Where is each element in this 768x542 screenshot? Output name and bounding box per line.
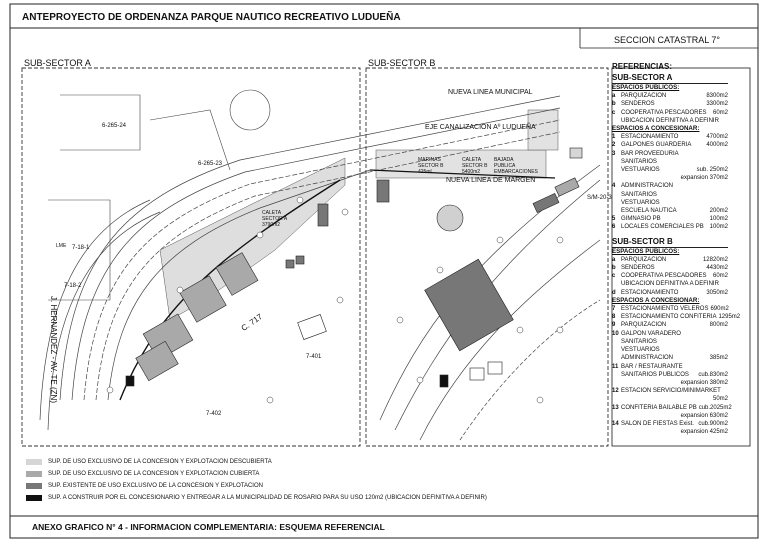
reference-item-text: SENDEROS bbox=[621, 265, 655, 272]
label-nueva-linea-municipal: NUEVA LINEA MUNICIPAL bbox=[448, 89, 533, 96]
label-eje-canalizacion: EJE CANALIZACION Aº LUDUEÑA bbox=[425, 124, 536, 131]
reference-item-key bbox=[612, 412, 621, 420]
reference-item-key: 6 bbox=[612, 224, 616, 231]
legend-swatch bbox=[26, 495, 42, 501]
legend-item bbox=[26, 480, 487, 492]
reference-item bbox=[612, 109, 728, 117]
reference-item-key: 5 bbox=[612, 216, 616, 223]
label-caleta-b: CALETA SECTOR B 5400m2 bbox=[462, 157, 488, 175]
reference-item-text: SALON DE FIESTAS Exist. bbox=[621, 420, 694, 427]
reference-item bbox=[612, 166, 728, 174]
reference-item-text: ESTACIONAMIENTO bbox=[621, 134, 679, 141]
block-3 bbox=[318, 204, 328, 226]
reference-item-value: cub.2025m2 bbox=[698, 404, 732, 411]
reference-item-value: 8300m2 bbox=[706, 93, 728, 100]
legend-text: SUP. A CONSTRUIR POR EL CONCESIONARIO Y ENTREGAR A LA MUNICIPALIDAD DE ROSARIO PARA SU USO 120m2 (UBICACION DEFINITIVA A DEFINIR) bbox=[48, 495, 487, 501]
reference-item bbox=[612, 428, 728, 436]
reference-item-text: GALPONES GUARDERIA bbox=[621, 142, 692, 149]
reference-item bbox=[612, 387, 728, 395]
reference-item-key: c bbox=[612, 273, 616, 280]
reference-item-value bbox=[726, 330, 728, 338]
reference-item-key: a bbox=[612, 256, 616, 263]
seccion-catastral: SECCION CATASTRAL 7° bbox=[614, 35, 720, 45]
reference-item-text: ESTACIONAMIENTO VELEROS bbox=[621, 306, 709, 313]
sector-a-list bbox=[612, 84, 728, 232]
reference-item-key: 3 bbox=[612, 150, 616, 157]
reference-item-text bbox=[621, 379, 679, 387]
reference-item-key: c bbox=[612, 109, 616, 116]
legend-item bbox=[26, 492, 487, 504]
reference-item-text bbox=[621, 395, 711, 403]
label-parcel-7-18-2: 7-18-2 bbox=[64, 283, 82, 289]
reference-item bbox=[612, 289, 728, 297]
reference-item-text: GIMNASIO PB bbox=[621, 216, 661, 223]
reference-item bbox=[612, 420, 728, 428]
reference-item-text: UBICACION DEFINITIVA A DEFINIR bbox=[621, 281, 719, 288]
label-parcel-7-402: 7-402 bbox=[206, 411, 222, 417]
reference-item-text: SENDEROS bbox=[621, 101, 655, 108]
reference-item-key: b bbox=[612, 101, 616, 108]
reference-item-key: 1 bbox=[612, 134, 616, 141]
reference-item-value bbox=[726, 199, 728, 207]
block-12 bbox=[570, 148, 582, 158]
reference-item-value: 200m2 bbox=[709, 208, 728, 215]
sector-a-heading: SUB-SECTOR A bbox=[612, 72, 728, 84]
reference-item-value: sub. 250m2 bbox=[696, 167, 728, 174]
small-building-1 bbox=[470, 368, 484, 380]
reference-item-value: expansion 370m2 bbox=[680, 175, 728, 182]
block-4 bbox=[286, 260, 294, 268]
footer-caption: ANEXO GRAFICO N° 4 - INFORMACION COMPLEMENTARIA: ESQUEMA REFERENCIAL bbox=[32, 522, 385, 532]
reference-item-value: 1295m2 bbox=[718, 314, 741, 321]
reference-item bbox=[612, 404, 732, 412]
reference-item-value: 60m2 bbox=[712, 273, 728, 280]
reference-item-key: 13 bbox=[612, 404, 619, 411]
reference-item-text: UBICACION DEFINITIVA A DEFINIR bbox=[621, 117, 719, 124]
legend-item bbox=[26, 456, 487, 468]
reference-item-text: COOPERATIVA PESCADORES bbox=[621, 273, 707, 280]
reference-item-text: PARQUIZACION bbox=[621, 322, 667, 329]
reference-item bbox=[612, 182, 728, 190]
reference-item-value bbox=[726, 117, 728, 125]
reference-item-text: ADMINISTRACION bbox=[621, 355, 674, 362]
label-c-717: C. 717 bbox=[239, 312, 265, 333]
reference-item bbox=[612, 117, 728, 125]
reference-item bbox=[612, 354, 728, 362]
small-building-2 bbox=[488, 362, 502, 374]
reference-item-value bbox=[726, 182, 728, 190]
reference-item-text bbox=[621, 174, 679, 182]
reference-item-value: 690m2 bbox=[710, 306, 729, 313]
label-lme: LME bbox=[56, 243, 67, 249]
reference-item-text bbox=[621, 412, 679, 420]
label-parcel-7-401: 7-401 bbox=[306, 354, 322, 360]
reference-item-text: SANITARIOS bbox=[621, 158, 657, 165]
legend-item bbox=[26, 468, 487, 480]
reference-item-key: 14 bbox=[612, 420, 619, 427]
reference-item-value bbox=[726, 387, 728, 395]
reference-item bbox=[612, 363, 728, 371]
reference-item-text bbox=[621, 428, 679, 436]
reference-item bbox=[612, 412, 728, 420]
reference-item-value bbox=[726, 338, 728, 346]
reference-item-value bbox=[726, 363, 728, 371]
page-title: ANTEPROYECTO DE ORDENANZA PARQUE NAUTICO RECREATIVO LUDUEÑA bbox=[22, 12, 401, 23]
reference-item-key bbox=[612, 117, 621, 125]
reference-item bbox=[612, 395, 728, 403]
reference-item bbox=[612, 191, 728, 199]
reference-item-text: PARQUIZACION bbox=[621, 256, 667, 263]
reference-item bbox=[612, 174, 728, 182]
reference-item-key bbox=[612, 379, 621, 387]
reference-item-text: BAR / RESTAURANTE bbox=[621, 363, 683, 370]
block-11-b bbox=[555, 178, 579, 196]
reference-item-value: cub.900m2 bbox=[698, 420, 728, 427]
reference-item-key: 12 bbox=[612, 388, 619, 395]
block-black-b bbox=[440, 375, 448, 387]
block-10 bbox=[377, 180, 389, 202]
block-11-a bbox=[533, 193, 559, 212]
reference-item-text: BAR PROVEEDURIA bbox=[621, 150, 679, 157]
reference-item-key: d bbox=[612, 289, 616, 296]
road-curves bbox=[40, 96, 600, 440]
legend-text: SUP. DE USO EXCLUSIVO DE LA CONCESION Y EXPLOTACION CUBIERTA bbox=[48, 471, 260, 477]
reference-item-key bbox=[612, 207, 621, 215]
reference-item bbox=[612, 305, 728, 313]
reference-item bbox=[612, 321, 728, 329]
reference-item-text: ADMINISTRACION bbox=[621, 183, 674, 190]
reference-item bbox=[612, 346, 728, 354]
reference-item-value: expansion 380m2 bbox=[680, 379, 728, 386]
reference-group-heading: ESPACIOS A CONCESIONAR: bbox=[612, 296, 700, 304]
reference-item bbox=[612, 199, 728, 207]
reference-item-text: GALPON VARADERO bbox=[621, 330, 681, 337]
reference-item-text: ESTACIONAMIENTO CONFITERIA bbox=[621, 314, 717, 321]
label-parcel-6-265-24: 6-265-24 bbox=[102, 123, 127, 129]
reference-item-text: ESTACION SERVICIO/MINIMARKET bbox=[621, 388, 721, 395]
reference-item bbox=[612, 133, 728, 141]
reference-item-key: 7 bbox=[612, 306, 616, 313]
reference-item-text: VESTUARIOS bbox=[621, 199, 660, 206]
reference-item-key: 4 bbox=[612, 183, 616, 190]
sector-b-list bbox=[612, 247, 741, 437]
reference-item-key: 2 bbox=[612, 142, 616, 149]
reference-item bbox=[612, 223, 728, 231]
reference-item-text: COOPERATIVA PESCADORES bbox=[621, 109, 707, 116]
reference-item bbox=[612, 215, 728, 223]
reference-item-text: SANITARIOS bbox=[621, 191, 657, 198]
reference-item-key bbox=[612, 280, 621, 288]
reference-item-text: ESCUELA NAUTICA bbox=[621, 208, 677, 215]
block-black-a bbox=[126, 376, 134, 386]
legend-swatch bbox=[26, 471, 42, 477]
reference-item-value: 385m2 bbox=[709, 355, 728, 362]
reference-item-value: expansion 425m2 bbox=[680, 429, 728, 436]
reference-item bbox=[612, 141, 728, 149]
block-14 bbox=[437, 205, 463, 231]
reference-item-text: SANITARIOS PUBLICOS bbox=[621, 371, 689, 378]
reference-item bbox=[612, 338, 728, 346]
reference-item-value: 50m2 bbox=[712, 396, 728, 403]
references-panel bbox=[612, 62, 741, 436]
label-parcel-7-18-1: 7-18-1 bbox=[72, 245, 90, 251]
reference-item bbox=[612, 379, 728, 387]
reference-item-key: 8 bbox=[612, 314, 616, 321]
reference-item-key bbox=[612, 354, 621, 362]
reference-item-key bbox=[612, 191, 621, 199]
reference-item-text: CONFITERIA BAILABLE PB bbox=[621, 404, 697, 411]
reference-item bbox=[612, 207, 728, 215]
reference-item-value: 3300m2 bbox=[706, 101, 728, 108]
reference-item bbox=[612, 92, 728, 100]
reference-item-key bbox=[612, 395, 621, 403]
reference-item-value: 60m2 bbox=[712, 109, 728, 116]
reference-item-key: 10 bbox=[612, 330, 619, 337]
reference-item-value bbox=[726, 191, 728, 199]
reference-item-value: 3050m2 bbox=[706, 289, 728, 296]
reference-item-value: 100m2 bbox=[709, 216, 728, 223]
reference-item-value: 4000m2 bbox=[706, 142, 728, 149]
reference-item-key: a bbox=[612, 93, 616, 100]
reference-group-heading: ESPACIOS PUBLICOS: bbox=[612, 247, 680, 255]
subsector-b-label: SUB-SECTOR B bbox=[368, 58, 436, 68]
reference-item-key bbox=[612, 166, 621, 174]
building-outline-7-401 bbox=[298, 314, 327, 339]
reference-item-key bbox=[612, 199, 621, 207]
reference-item-text: LOCALES COMERCIALES PB bbox=[621, 224, 704, 231]
legend-swatch bbox=[26, 459, 42, 465]
reference-item-value: 800m2 bbox=[709, 322, 728, 329]
reference-group-heading: ESPACIOS PUBLICOS: bbox=[612, 84, 680, 91]
reference-item-text: PARQUIZACION bbox=[621, 93, 667, 100]
reference-item-value: 12820m2 bbox=[702, 256, 728, 263]
reference-item-value bbox=[726, 346, 728, 354]
label-avenue: J. HERNANDEZ - AV. TE (ZN) bbox=[48, 296, 58, 403]
reference-item bbox=[612, 150, 728, 158]
reference-item-key bbox=[612, 338, 621, 346]
reference-item-value bbox=[726, 158, 728, 166]
reference-item-value: expansion 630m2 bbox=[680, 412, 728, 419]
reference-item-key: 11 bbox=[612, 363, 619, 370]
reference-item-key: b bbox=[612, 265, 616, 272]
reference-item bbox=[612, 158, 728, 166]
reference-item bbox=[612, 371, 728, 379]
reference-item-text: VESTUARIOS bbox=[621, 347, 660, 354]
reference-item-text: SANITARIOS bbox=[621, 338, 657, 345]
legend bbox=[26, 456, 487, 504]
reference-item-value: cub.830m2 bbox=[698, 371, 728, 378]
label-nueva-linea-margen: NUEVA LINEA DE MARGEN bbox=[446, 177, 536, 184]
reference-item-value bbox=[726, 280, 728, 288]
legend-swatch bbox=[26, 483, 42, 489]
reference-item-text: ESTACIONAMIENTO bbox=[621, 289, 679, 296]
reference-item bbox=[612, 330, 728, 338]
reference-item bbox=[612, 272, 728, 280]
reference-item-key bbox=[612, 346, 621, 354]
label-caleta-a: CALETA SECTOR A 3790m2 bbox=[262, 210, 287, 228]
legend-text: SUP. EXISTENTE DE USO EXCLUSIVO DE LA CONCESION Y EXPLOTACION bbox=[48, 483, 263, 489]
block-13 bbox=[425, 259, 514, 351]
label-parcel-6-265-23: 6-265-23 bbox=[198, 161, 223, 167]
reference-item-key bbox=[612, 428, 621, 436]
legend-text: SUP. DE USO EXCLUSIVO DE LA CONCESION Y EXPLOTACION DESCUBIERTA bbox=[48, 459, 272, 465]
reference-item-key bbox=[612, 371, 621, 379]
reference-item bbox=[612, 264, 728, 272]
reference-item bbox=[612, 280, 728, 288]
reference-group-heading: ESPACIOS A CONCESIONAR: bbox=[612, 125, 700, 133]
block-5 bbox=[296, 256, 304, 264]
reference-item-value: 4700m2 bbox=[706, 134, 728, 141]
reference-item bbox=[612, 100, 728, 108]
label-marinas: MARINAS SECTOR B 425ml bbox=[418, 157, 444, 175]
reference-item-text: VESTUARIOS bbox=[621, 167, 660, 174]
sector-b-heading: SUB-SECTOR B bbox=[612, 236, 728, 248]
reference-item bbox=[612, 256, 728, 264]
reference-item-key: 9 bbox=[612, 322, 616, 329]
subsector-a-label: SUB-SECTOR A bbox=[24, 58, 91, 68]
references-title: REFERENCIAS: bbox=[612, 62, 673, 71]
reference-item-value: 100m2 bbox=[709, 224, 728, 231]
reference-item-key bbox=[612, 158, 621, 166]
label-parcel-s-m-20-3: S/M-20-3 bbox=[587, 195, 612, 201]
reference-item bbox=[612, 313, 741, 321]
reference-item-value: 4430m2 bbox=[706, 265, 728, 272]
reference-item-value bbox=[726, 150, 728, 158]
reference-item-key bbox=[612, 174, 621, 182]
label-bajada: BAJADA PUBLICA EMBARCACIONES bbox=[494, 157, 538, 175]
